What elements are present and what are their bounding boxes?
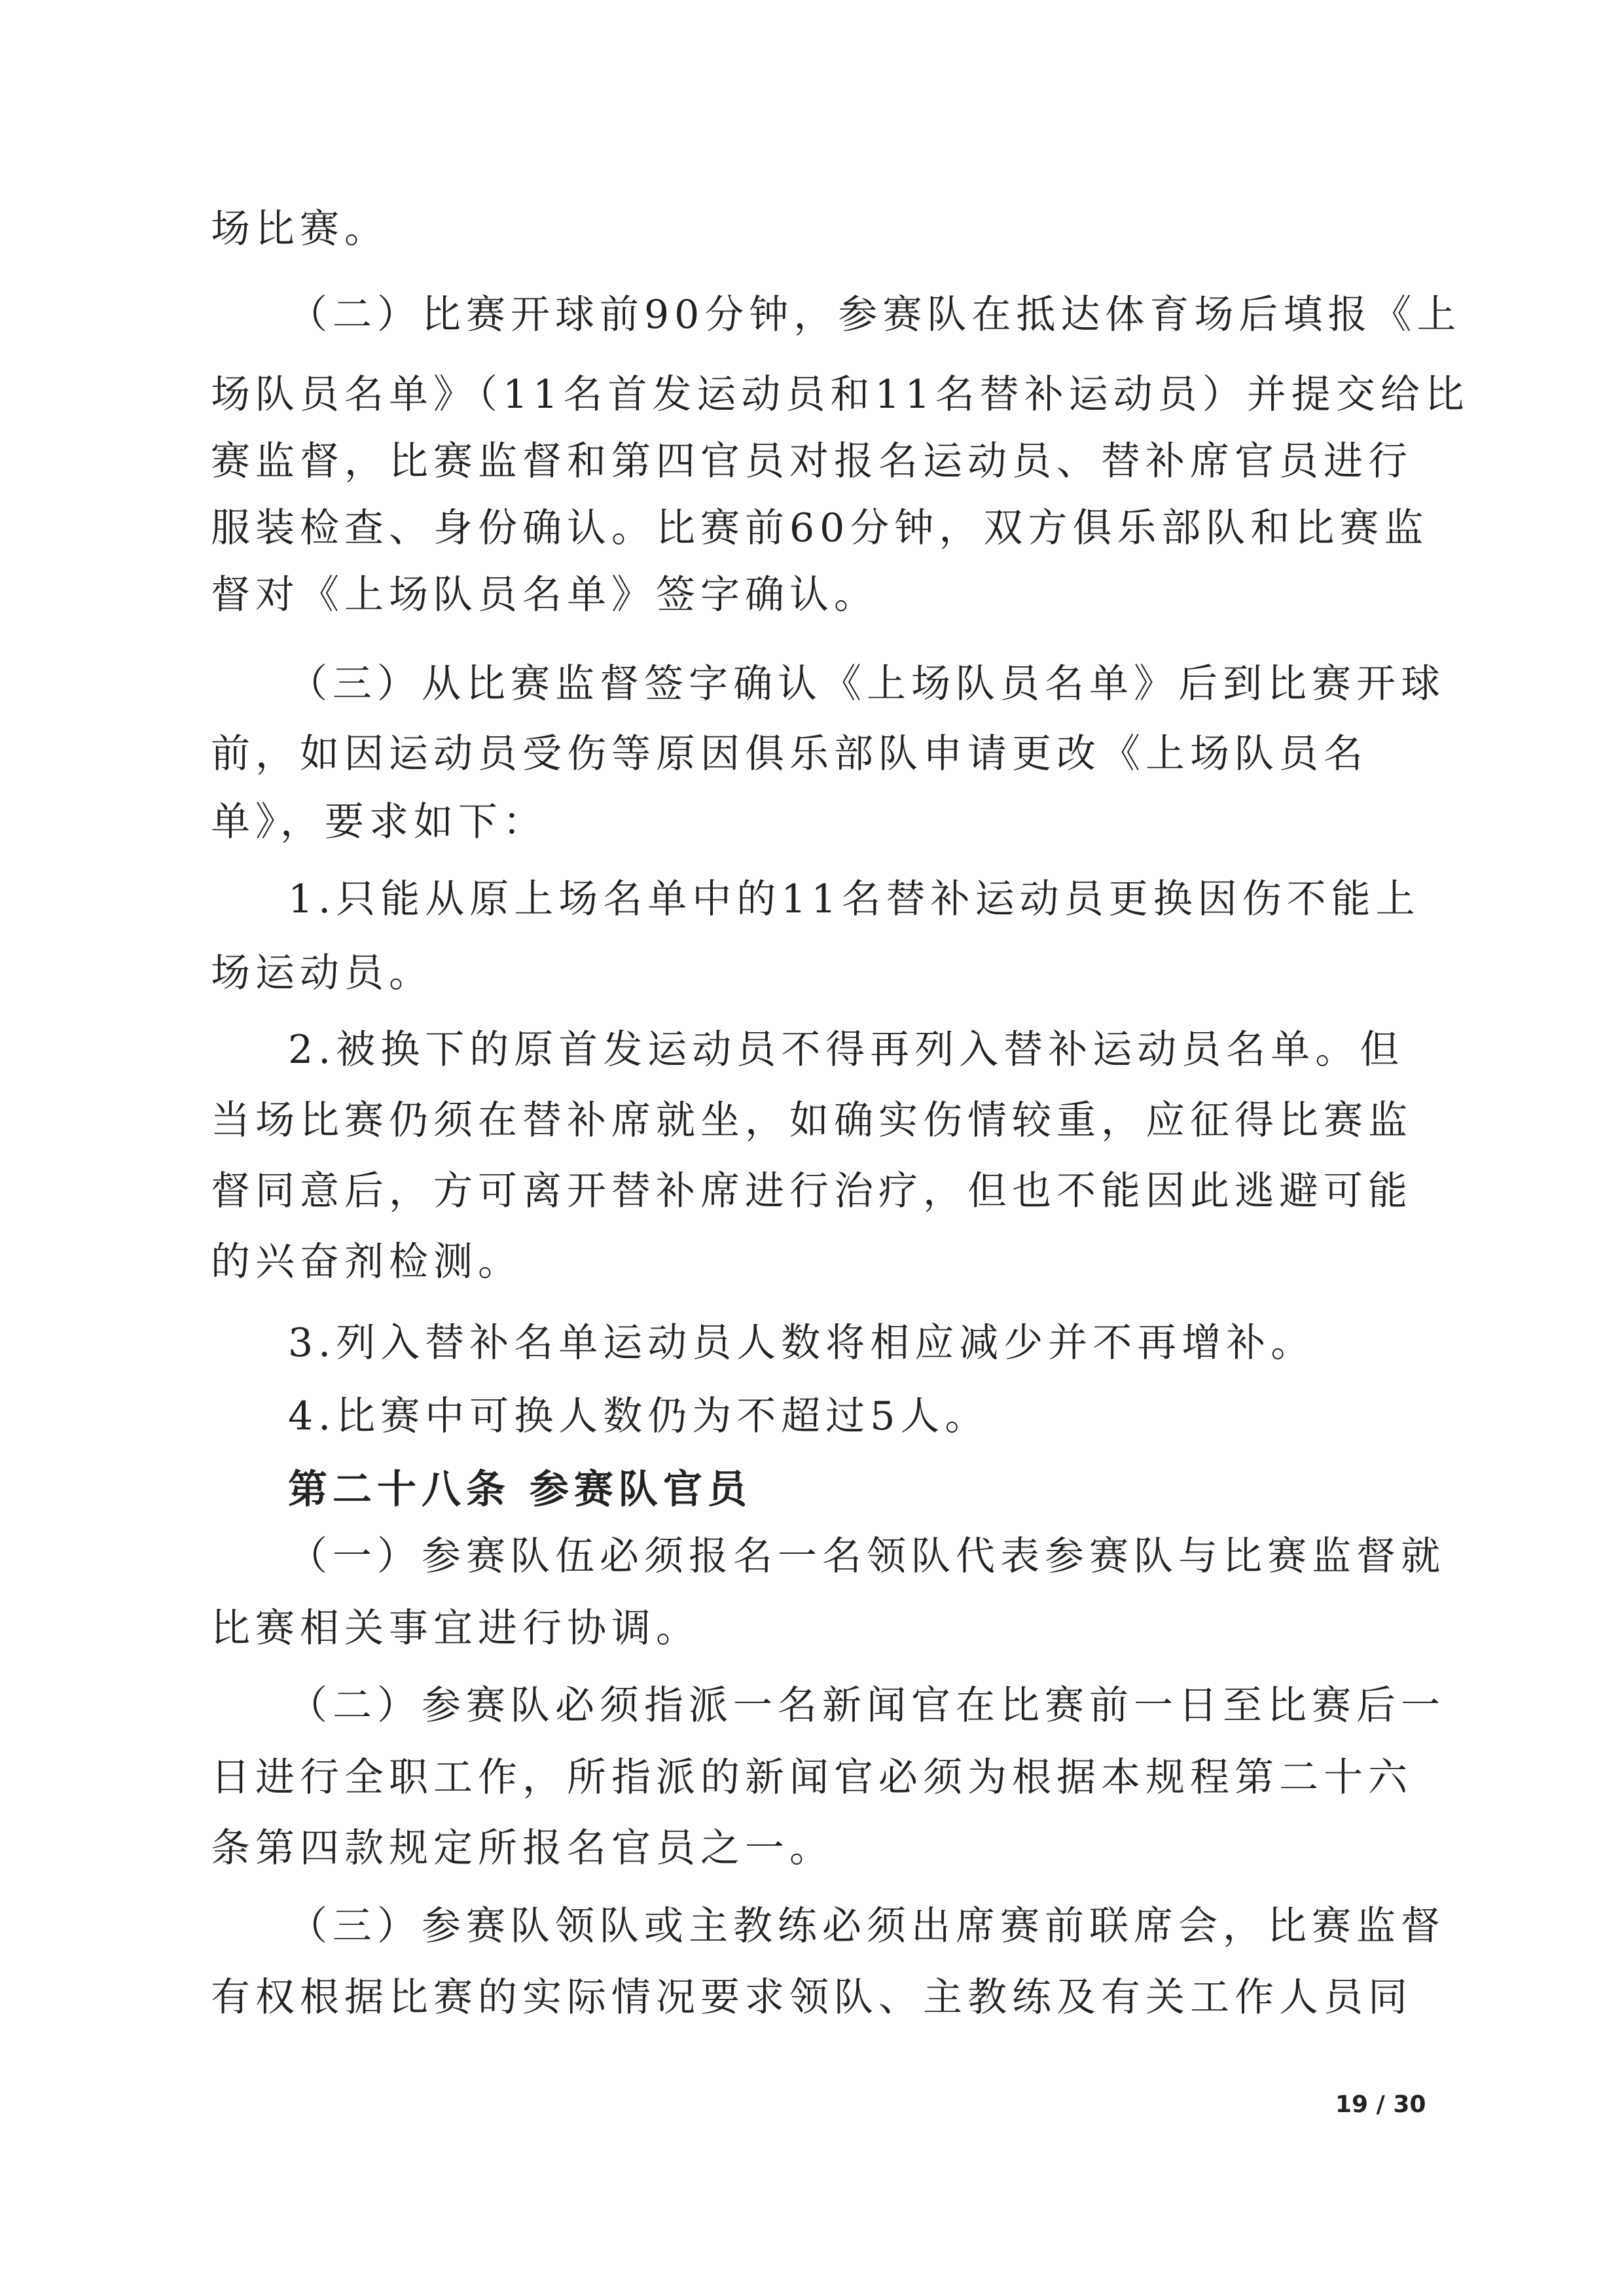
text-line: 督对《上场队员名单》签字确认。 — [211, 572, 878, 618]
paragraph-start-line: （三）参赛队领队或主教练必须出席赛前联席会，比赛监督 — [288, 1903, 1445, 1949]
paragraph-start-line: （二）参赛队必须指派一名新闻官在比赛前一日至比赛后一 — [288, 1683, 1445, 1729]
text-line: 督同意后，方可离开替补席进行治疗，但也不能因此逃避可能 — [211, 1168, 1413, 1214]
text-line: 场比赛。 — [211, 206, 389, 252]
list-item-line: 1.只能从原上场名单中的11名替补运动员更换因伤不能上 — [288, 876, 1420, 922]
text-line: 条第四款规定所报名官员之一。 — [211, 1825, 834, 1871]
paragraph-start-line: （三）从比赛监督签字确认《上场队员名单》后到比赛开球 — [288, 661, 1445, 707]
text-line: 有权根据比赛的实际情况要求领队、主教练及有关工作人员同 — [211, 1975, 1413, 2020]
article-heading: 第二十八条 参赛队官员 — [288, 1467, 752, 1513]
list-item-line: 2.被换下的原首发运动员不得再列入替补运动员名单。但 — [288, 1027, 1405, 1073]
text-line: 场运动员。 — [211, 950, 433, 996]
text-line: 日进行全职工作，所指派的新闻官必须为根据本规程第二十六 — [211, 1755, 1413, 1801]
text-line: 前，如因运动员受伤等原因俱乐部队申请更改《上场队员名 — [211, 731, 1368, 777]
paragraph-start-line: （一）参赛队伍必须报名一名领队代表参赛队与比赛监督就 — [288, 1534, 1445, 1579]
list-item-line: 4.比赛中可换人数仍为不超过5人。 — [288, 1393, 990, 1439]
list-item-line: 3.列入替补名单运动员人数将相应减少并不再增补。 — [288, 1320, 1316, 1366]
text-line: 的兴奋剂检测。 — [211, 1239, 522, 1285]
page-number: 19 / 30 — [1335, 2091, 1426, 2118]
text-line: 赛监督，比赛监督和第四官员对报名运动员、替补席官员进行 — [211, 439, 1413, 484]
text-line: 服装检查、身份确认。比赛前60分钟，双方俱乐部队和比赛监 — [211, 505, 1429, 551]
text-line: 比赛相关事宜进行协调。 — [211, 1605, 700, 1651]
text-line: 单》，要求如下： — [211, 799, 547, 845]
paragraph-start-line: （二）比赛开球前90分钟，参赛队在抵达体育场后填报《上 — [288, 292, 1462, 338]
text-line: 当场比赛仍须在替补席就坐，如确实伤情较重，应征得比赛监 — [211, 1098, 1413, 1143]
text-line: 场队员名单》（11名首发运动员和11名替补运动员）并提交给比 — [211, 372, 1470, 418]
